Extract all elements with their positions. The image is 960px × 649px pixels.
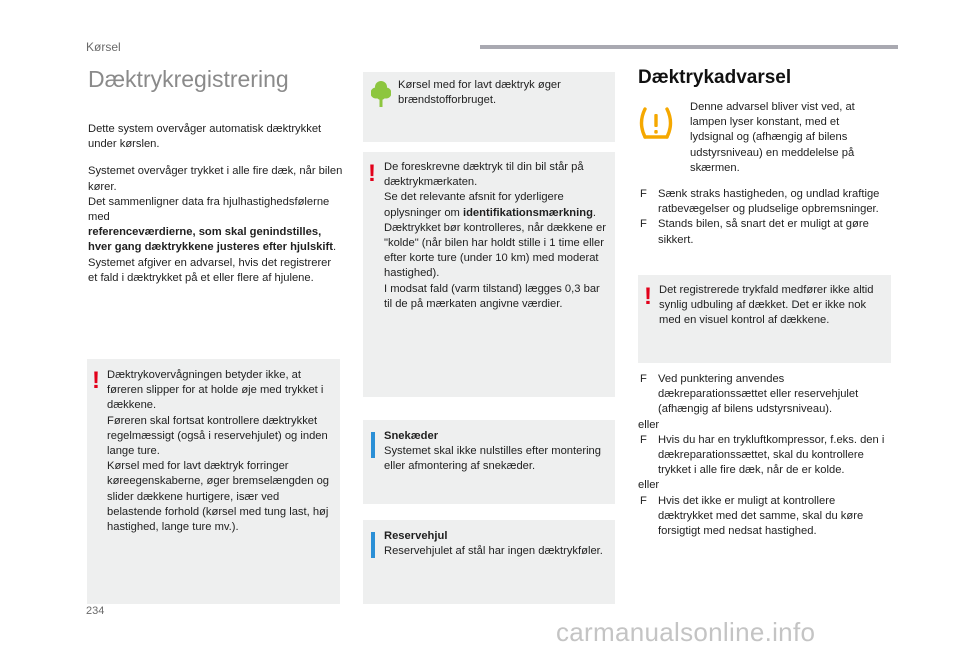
middle-warning-box (363, 152, 615, 397)
or-label: eller (638, 479, 660, 492)
right-warning-text: Det registrerede trykfald medfører ikke altid synlig udbuling af dækket. Det er ikke nok med en visuel kontrol af dækkene. (659, 284, 874, 327)
snow-chains-text: Systemet skal ikke nulstilles efter montering eller afmontering af snekæder. (384, 445, 601, 473)
left-para-2b: Det sammenligner data fra hjulhastighedsfølerne med (88, 195, 330, 224)
spare-wheel-info-box (363, 520, 615, 604)
right-bullets-2 (638, 372, 890, 539)
bullet-item: F Stands bilen, så snart det er muligt at gøre sikkert. (640, 218, 869, 246)
page-number: 234 (86, 605, 105, 617)
warning-mark: ! (644, 283, 652, 310)
info-bar (371, 532, 375, 558)
identification-link-text: identifikationsmærkning (462, 206, 593, 219)
or-label: eller (638, 418, 660, 431)
left-warning-box (87, 359, 340, 604)
bullet-item: F Sænk straks hastigheden, og undlad kraftige ratbevægelser og pludselige opbremsninger. (640, 188, 880, 216)
snow-chains-title: Snekæder (384, 430, 439, 442)
right-title: Dæktrykadvarsel (638, 67, 792, 88)
warning-mark: ! (92, 367, 100, 394)
right-warning-box (638, 275, 891, 363)
eco-text: Kørsel med for lavt dæktryk øger brændstofforbruget. (398, 79, 561, 107)
left-para-2a: Systemet overvåger trykket i alle fire dæk, når bilen kører. (88, 165, 343, 193)
warning-mark: ! (368, 160, 376, 187)
left-para-2d: Systemet afgiver en advarsel, hvis det registrerer et fald i dæktrykket på et eller flere af hjulene. (88, 256, 332, 284)
middle-warning-text: De foreskrevne dæktryk til din bil står på dæktrykmærkaten. Se det relevante afsnit for yderligere oplysninger om identifikationsmærkning. Dæktrykket bør kontrolleres, når dækkene er "kolde" (når bilen har holdt stille i 1 time eller efter korte ture (under 10 km) med moderat hastighed). I modsat fald (varm tilstand) lægges 0,3 bar til de på mærkaten angivne værdier. (384, 161, 606, 310)
eco-tree-icon (371, 80, 391, 108)
left-warning-text: Dæktrykovervågningen betyder ikke, at føreren slipper for at holde øje med trykket i dækkene. Føreren skal fortsat kontrollere dæktrykket regelmæssigt (også i reservehjulet) og inden lange ture. Kørsel med for lavt dæktryk forringer køreegenskaberne, øger bremselængden og slider dækkene hurtigere, især ved belastende forhold (kørsel med tung last, høj hastighed, lange ture mv.). (107, 369, 330, 534)
header-bar (480, 45, 898, 49)
left-para-1: Dette system overvåger automatisk dæktrykket under kørslen. (88, 123, 322, 151)
left-intro (88, 122, 343, 286)
section-label: Kørsel (86, 40, 121, 54)
left-title: Dæktrykregistrering (88, 66, 289, 92)
left-para-2c: referenceværdierne, som skal genindstilles, hver gang dæktrykkene justeres efter hjulskift. (88, 226, 337, 254)
spare-wheel-text: Reservehjulet af stål har ingen dæktrykføler. (384, 545, 603, 558)
warning-lamp-description: Denne advarsel bliver vist ved, at lampen lyser konstant, med et lydsignal og (afhængig af bilens udstyrsniveau) en meddelelse på skærmen. (690, 101, 855, 174)
watermark: carmanualsonline.info (556, 617, 816, 647)
reference-values-bold: referenceværdierne, som skal genindstilles, hver gang dæktrykkene justeres efter hjulskift (88, 226, 333, 254)
snow-chains-info-box (363, 420, 615, 504)
bullet-item: F Hvis det ikke er muligt at kontrollere dæktrykket med det samme, skal du køre forsigtigt med nedsat hastighed. (640, 494, 864, 538)
spare-wheel-title: Reservehjul (384, 530, 448, 542)
right-bullets-1 (640, 187, 890, 248)
info-bar (371, 432, 375, 458)
bullet-item: F Hvis du har en trykluftkompressor, f.eks. den i dækreparationssættet, skal du kontrollere trykket i alle fire dæk, når de er kolde. (640, 433, 885, 477)
bullet-item: F Ved punktering anvendes dækreparationssættet eller reservehjulet (afhængig af bilens udstyrsniveau). (640, 373, 859, 416)
tyre-pressure-warning-icon (636, 106, 676, 142)
eco-box (363, 72, 615, 142)
